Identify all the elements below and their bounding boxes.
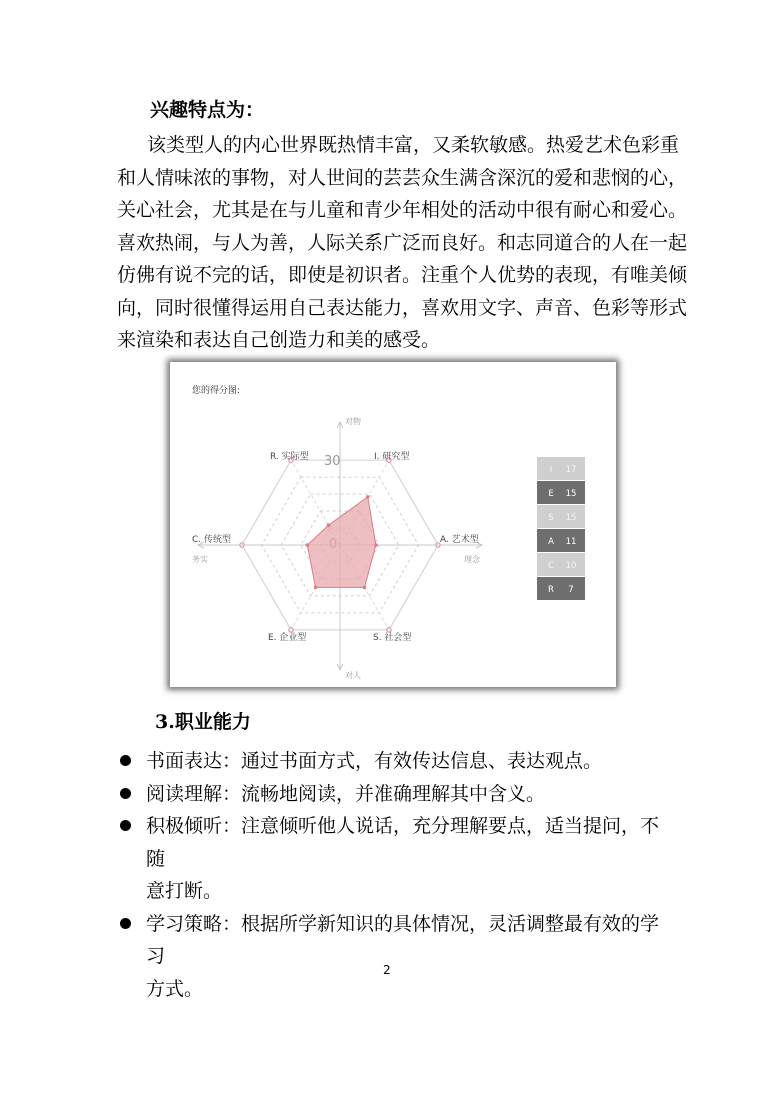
score-table-row [537, 553, 585, 576]
data-point [363, 586, 367, 590]
score-table [537, 457, 585, 600]
list-item [118, 810, 663, 908]
bullet-dot-icon [120, 755, 131, 766]
score-value: 10 [565, 561, 577, 571]
list-item-text: 书面表达：通过书面方式，有效传达信息、表达观点。 [146, 750, 603, 772]
axis-label-top: 对物 [345, 417, 361, 426]
bullet-dot-icon [120, 918, 131, 929]
axis-label-right: 理念 [464, 555, 480, 564]
data-point [314, 586, 318, 590]
score-table-row [537, 505, 585, 528]
list-item-text-cont: 意打断。 [146, 880, 223, 902]
score-value: 7 [568, 585, 574, 595]
list-item-text-cont: 方式。 [146, 977, 204, 1000]
score-table-row [537, 481, 585, 504]
paragraph-line: 仿佛有说不完的话，即使是初识者。注重个人优势的表现，有唯美倾 [117, 264, 688, 286]
vertex-marker [387, 628, 391, 632]
section-title: 3.职业能力 [155, 711, 251, 733]
bullet-dot-icon [120, 788, 131, 799]
data-point [327, 523, 331, 527]
axis-label-bottom: 对人 [345, 671, 361, 680]
axis-label-left: 务实 [192, 555, 208, 564]
interest-heading: 兴趣特点为： [150, 99, 265, 121]
data-series-area [307, 497, 376, 588]
score-code: I [549, 465, 553, 475]
score-value: 11 [565, 537, 577, 547]
paragraph-line: 该类型人的内心世界既热情丰富，又柔软敏感。热爱艺术色彩重 [147, 134, 680, 156]
list-item [118, 908, 663, 1006]
paragraph-line: 向，同时很懂得运用自己表达能力，喜欢用文字、声音、色彩等形式 [117, 296, 688, 319]
score-value: 17 [565, 465, 577, 475]
radar-chart [170, 362, 616, 687]
data-point [306, 543, 310, 547]
category-label: I. 研究型 [374, 452, 410, 462]
radar-data [306, 495, 378, 589]
score-code: R [548, 585, 554, 595]
score-table-row [537, 577, 585, 600]
score-table-row [537, 529, 585, 552]
score-code: S [548, 513, 554, 523]
list-item [118, 745, 663, 778]
score-code: A [548, 537, 554, 547]
scale-max-label: 30 [324, 454, 341, 469]
category-label: A. 艺术型 [440, 535, 479, 545]
list-item [118, 778, 663, 811]
score-value: 15 [565, 513, 577, 523]
list-item-text: 阅读理解：流畅地阅读，并准确理解其中含义。 [146, 782, 546, 805]
bullet-dot-icon [120, 820, 131, 831]
paragraph-line: 和人情味浓的事物，对人世间的芸芸众生满含深沉的爱和悲悯的心， [117, 166, 688, 189]
score-table-row [537, 457, 585, 480]
category-label: R. 实际型 [270, 452, 309, 462]
chart-title: 您的得分图: [192, 386, 241, 396]
list-item-text: 积极倾听：注意倾听他人说话，充分理解要点，适当提问，不随 [146, 815, 660, 870]
paragraph-line: 关心社会，尤其是在与儿童和青少年相处的活动中很有耐心和爱心。 [117, 199, 688, 221]
category-label: C. 传统型 [192, 535, 232, 545]
vertex-marker [289, 628, 293, 632]
category-label: E. 企业型 [268, 633, 307, 643]
paragraph-line: 喜欢热闹，与人为善，人际关系广泛而良好。和志同道合的人在一起 [117, 231, 688, 254]
paragraph-line: 来渲染和表达自己创造力和美的感受。 [117, 329, 441, 351]
score-code: C [548, 561, 554, 571]
data-point [374, 543, 378, 547]
interest-paragraph [117, 129, 688, 357]
score-code: E [548, 489, 554, 499]
category-label: S. 社会型 [373, 633, 412, 643]
data-point [366, 495, 370, 499]
page-number: 2 [383, 963, 391, 977]
list-item-text: 学习策略：根据所学新知识的具体情况，灵活调整最有效的学习 [146, 912, 660, 967]
score-chart-figure [170, 362, 616, 687]
score-value: 15 [565, 489, 577, 499]
